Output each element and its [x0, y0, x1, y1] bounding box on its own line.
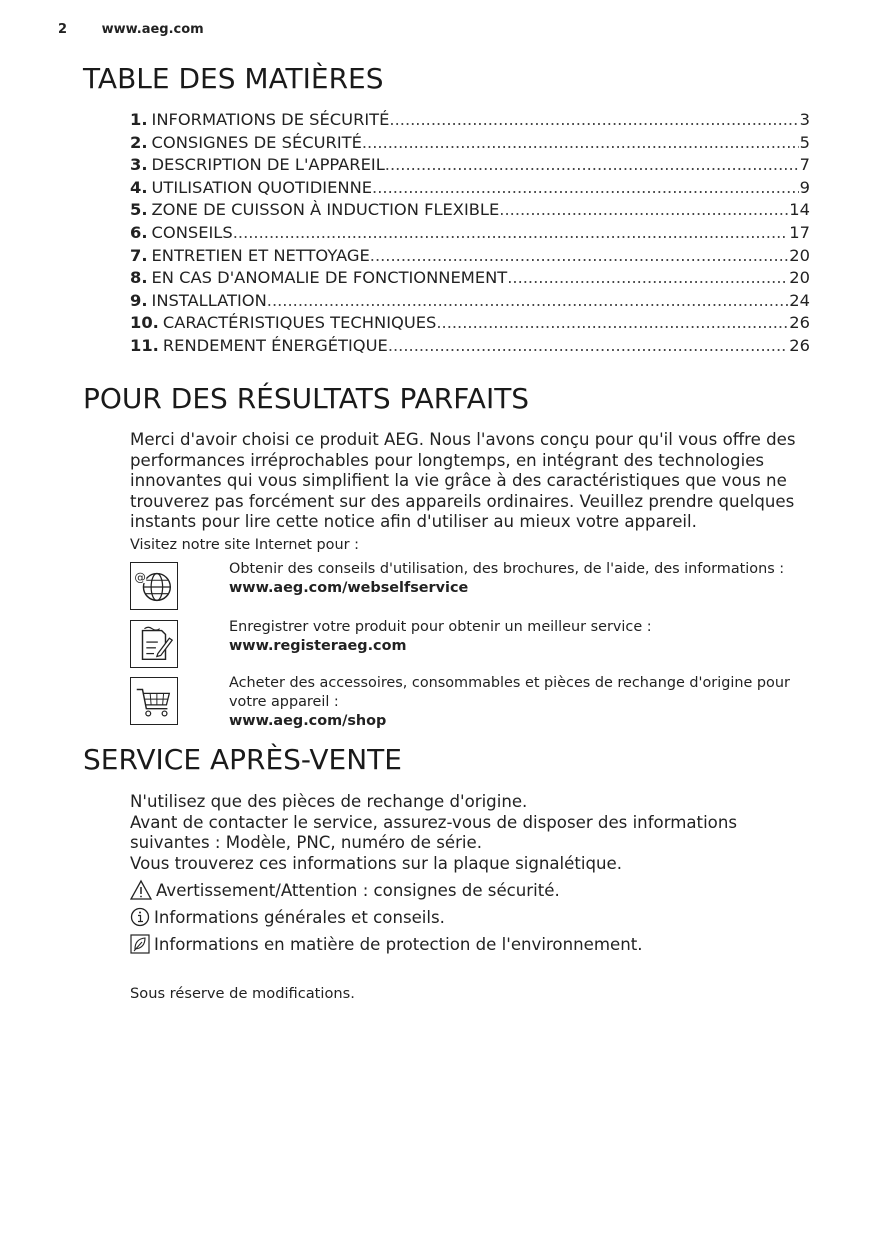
toc-item[interactable]	[130, 133, 810, 156]
legend-text: Informations générales et conseils.	[154, 907, 445, 927]
toc-item[interactable]	[130, 155, 810, 178]
page-header	[58, 22, 204, 37]
service-text: votre appareil :	[229, 694, 339, 710]
toc-item-label: CONSEILS	[151, 222, 233, 242]
toc-item-number: 6.	[130, 222, 148, 242]
legend-warning	[130, 879, 560, 901]
toc-leader	[388, 336, 788, 355]
service-paragraph	[130, 792, 820, 874]
toc-item-label: RENDEMENT ÉNERGÉTIQUE	[162, 335, 388, 355]
page-number: 2	[58, 22, 68, 37]
toc-item-page: 3	[799, 110, 810, 129]
toc-item[interactable]	[130, 223, 810, 246]
toc-leader	[372, 178, 799, 197]
service-title: SERVICE APRÈS-VENTE	[83, 743, 402, 776]
info-icon	[130, 907, 150, 927]
header-site: www.aeg.com	[101, 22, 204, 37]
toc-item-label: UTILISATION QUOTIDIENNE	[151, 177, 373, 197]
toc-leader	[267, 291, 789, 310]
toc-item[interactable]	[130, 313, 810, 336]
toc-item[interactable]	[130, 200, 810, 223]
environment-leaf-icon	[130, 934, 150, 954]
legend-info	[130, 907, 445, 927]
legend-text: Informations en matière de protection de l'environnement.	[154, 934, 643, 954]
toc-item-page: 26	[789, 335, 810, 355]
toc-item[interactable]	[130, 336, 810, 359]
toc-item-label: ZONE DE CUISSON À INDUCTION FLEXIBLE	[151, 200, 500, 220]
toc-item-page: 5	[799, 132, 810, 152]
toc-item-number: 2.	[130, 132, 148, 152]
legend-environment	[130, 934, 643, 954]
toc-item-page: 26	[789, 313, 810, 333]
toc-item-page: 7	[799, 155, 810, 175]
intro-line: performances irréprochables pour longtemps, en intégrant des technologies	[130, 450, 765, 470]
toc-leader	[233, 223, 789, 242]
toc-item-label: INFORMATIONS DE SÉCURITÉ	[151, 110, 390, 129]
toc-title: TABLE DES MATIÈRES	[83, 62, 384, 95]
legend-text: Avertissement/Attention : consignes de sécurité.	[156, 880, 560, 900]
toc-item-number: 11.	[130, 335, 159, 355]
intro-line: Merci d'avoir choisi ce produit AEG. Nous l'avons conçu pour qu'il vous offre des	[130, 430, 796, 449]
service-line: Vous trouverez ces informations sur la plaque signalétique.	[130, 853, 623, 873]
toc-item-number: 4.	[130, 177, 148, 197]
toc-item[interactable]	[130, 291, 810, 314]
register-link[interactable]: www.registeraeg.com	[229, 638, 407, 654]
toc-item-label: EN CAS D'ANOMALIE DE FONCTIONNEMENT	[151, 268, 508, 288]
webselfservice-link[interactable]: www.aeg.com/webselfservice	[229, 580, 469, 596]
toc-item[interactable]	[130, 268, 810, 291]
globe-at-icon	[130, 562, 178, 610]
toc-item-number: 3.	[130, 155, 148, 175]
toc-item[interactable]	[130, 110, 810, 133]
results-title: POUR DES RÉSULTATS PARFAITS	[83, 382, 530, 415]
visit-text: Visitez notre site Internet pour :	[130, 537, 359, 553]
service-text: Acheter des accessoires, consommables et pièces de rechange d'origine pour	[229, 675, 790, 691]
toc-leader	[507, 268, 788, 287]
shop-link[interactable]: www.aeg.com/shop	[229, 713, 387, 729]
toc-item[interactable]	[130, 178, 810, 201]
toc-item-page: 14	[789, 200, 810, 220]
toc-item-page: 20	[789, 268, 810, 288]
register-document-icon	[130, 620, 178, 668]
service-line: Avant de contacter le service, assurez-vous de disposer des informations	[130, 812, 737, 832]
intro-line: innovantes qui vous simplifient la vie grâce à des caractéristiques que vous ne	[130, 471, 787, 491]
toc-item-number: 1.	[130, 110, 148, 129]
toc-item-number: 10.	[130, 313, 159, 333]
warning-icon	[130, 879, 152, 901]
toc-leader	[362, 133, 799, 152]
toc-item-number: 8.	[130, 268, 148, 288]
service-line: N'utilisez que des pièces de rechange d'origine.	[130, 792, 528, 811]
table-of-contents	[130, 110, 810, 359]
subject-to-change: Sous réserve de modifications.	[130, 985, 355, 1002]
toc-item-label: CARACTÉRISTIQUES TECHNIQUES	[162, 313, 437, 333]
service-text: Enregistrer votre produit pour obtenir un meilleur service :	[229, 619, 652, 635]
toc-item-label: INSTALLATION	[151, 290, 267, 310]
shopping-cart-icon	[130, 677, 178, 725]
toc-leader	[389, 110, 798, 129]
toc-item[interactable]	[130, 246, 810, 269]
intro-paragraph	[130, 430, 820, 533]
toc-item-label: ENTRETIEN ET NETTOYAGE	[151, 245, 370, 265]
intro-line: trouverez pas forcément sur des appareils ordinaires. Veuillez prendre quelques	[130, 491, 795, 511]
toc-item-number: 7.	[130, 245, 148, 265]
toc-item-page: 24	[789, 290, 810, 310]
toc-item-page: 20	[789, 245, 810, 265]
toc-leader	[370, 246, 789, 265]
toc-item-number: 5.	[130, 200, 148, 220]
service-line: suivantes : Modèle, PNC, numéro de série.	[130, 833, 482, 853]
toc-item-label: DESCRIPTION DE L'APPAREIL	[151, 155, 385, 175]
intro-line: instants pour lire cette notice afin d'utiliser au mieux votre appareil.	[130, 512, 697, 532]
toc-item-page: 17	[789, 222, 810, 242]
toc-item-label: CONSIGNES DE SÉCURITÉ	[151, 132, 362, 152]
toc-leader	[499, 200, 788, 219]
toc-leader	[385, 155, 799, 174]
toc-item-number: 9.	[130, 290, 148, 310]
toc-leader	[436, 313, 788, 332]
svg-text:@: @	[134, 570, 146, 585]
toc-item-page: 9	[799, 177, 810, 197]
service-text: Obtenir des conseils d'utilisation, des brochures, de l'aide, des informations :	[229, 561, 785, 577]
